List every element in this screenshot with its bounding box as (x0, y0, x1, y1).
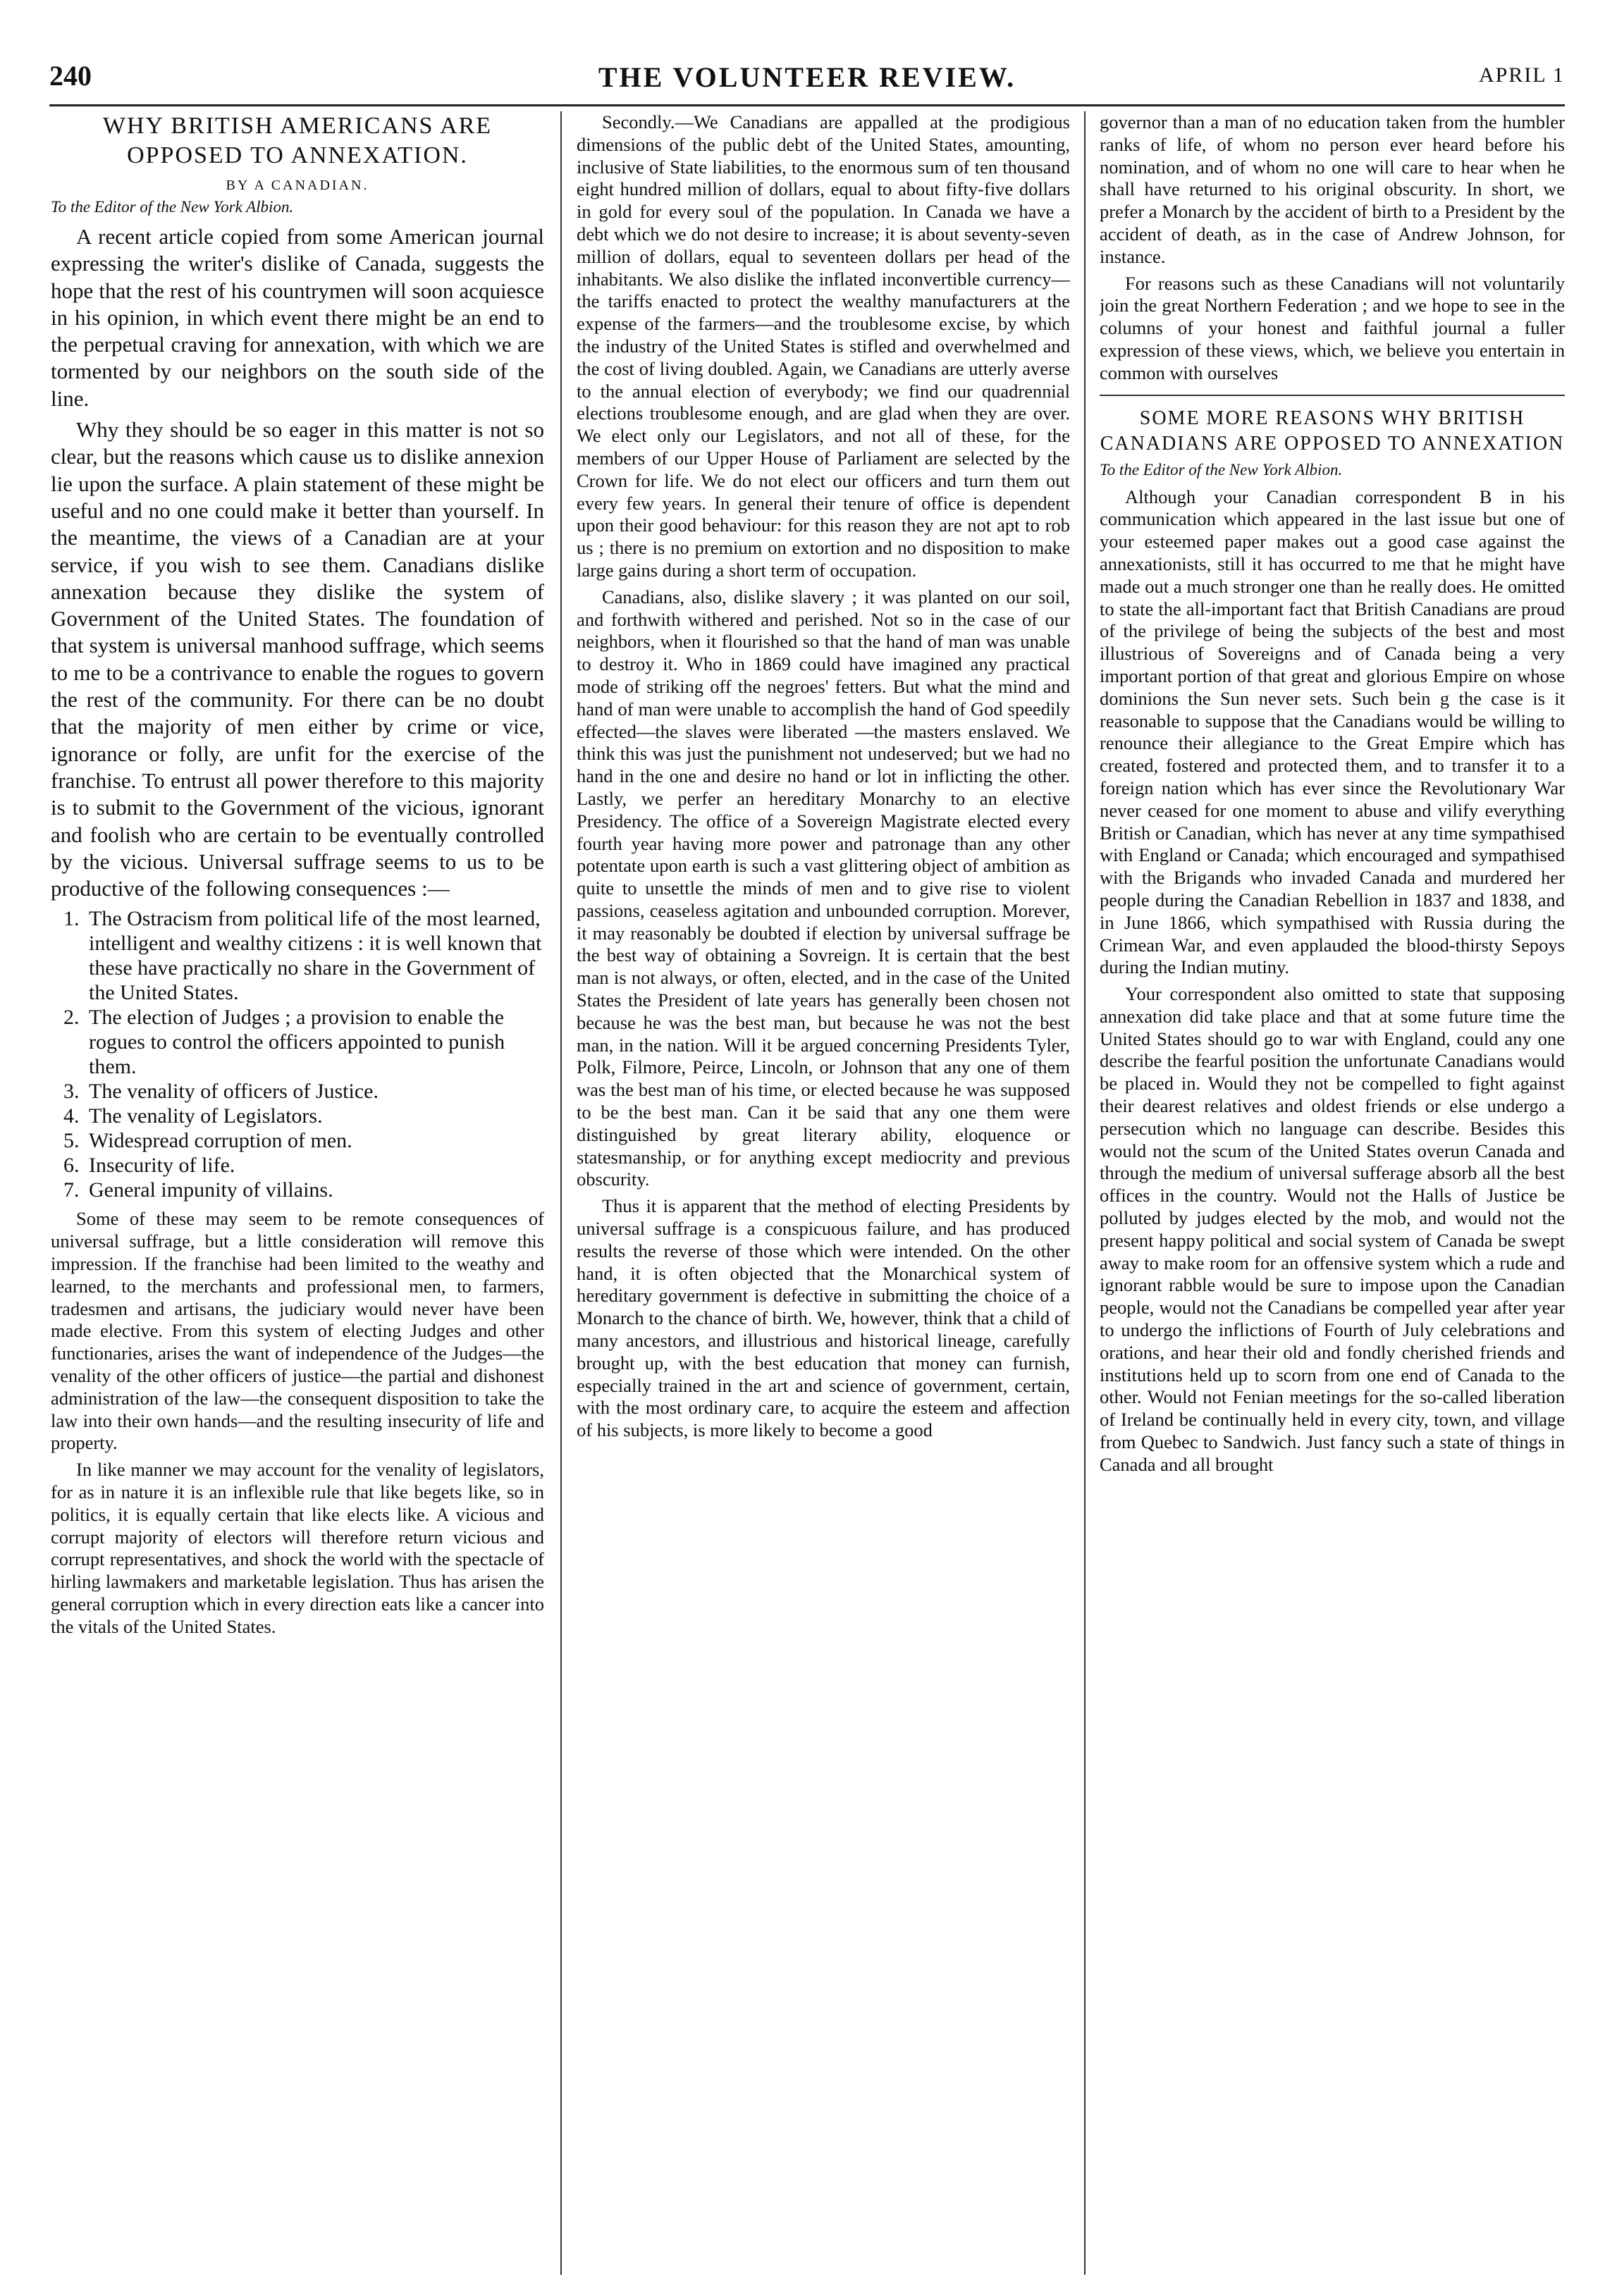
column-1 (51, 111, 544, 2275)
header-rule (49, 104, 1565, 106)
list-item: 7. General impunity of villains. (85, 1178, 544, 1202)
column-2 (577, 111, 1070, 2275)
list-item: 2. The election of Judges ; a provision to enable the rogues to control the officers appointed to punish them. (85, 1005, 544, 1079)
article-paragraph: In like manner we may account for the venality of legislators, for as in nature it is an inflexible rule that like begets like, so in politics, it is equally certain that like elects like. A vicious and corrupt majority of electors will therefore return vicious and corrupt representatives, and shock the world with the spectacle of hirling lawmakers and marketable legislation. Thus has arisen the general corruption which in every direction eats like a cancer into the vitals of the United States. (51, 1459, 544, 1637)
article-byline: BY A CANADIAN. (226, 178, 369, 193)
list-item: 4. The venality of Legislators. (85, 1104, 544, 1128)
editor-address: To the Editor of the New York Albion. (51, 198, 294, 216)
editor-address: To the Editor of the New York Albion. (1100, 460, 1343, 479)
article-paragraph: Canadians, also, dislike slavery ; it was planted on our soil, and forthwith withered and perished. Not so in the case of our neighbors, when it flourished so that the hand of man was unable to destroy it. Who in 1869 could have imagined any practical mode of striking off the negroes' fetters. But what the mind and hand of man were unable to accomplish the hand of God speedily effected—the slaves were liberated —the masters enslaved. We think this was just the punishment not undeserved; but we had no hand in the one and desire no hand or lot in inflicting the other. Lastly, we perfer an hereditary Monarchy to an elective Presidency. The office of a Sovereign Magistrate elected every fourth year having more power and patronage than any other potentate upon earth is such a vast glittering object of ambition as quite to unsettle the minds of men and to give rise to violent passions, ceaseless agitation and unbounded corruption. Morever, it may reasonably be doubted if election by universal suffrage be the best way of obtaining a Sovreign. It is certain that the best man is not always, or often, elected, and in the case of the United States the President of late years has generally been chosen not because he was the best man, but because he was not the best man, in the nation. Will it be argued concerning Presidents Tyler, Polk, Filmore, Peirce, Lincoln, or Johnson that any one of them was the best man of his time, or elected because he was supposed to be the best man. Can it be said that any one them were distinguished by great literary ability, eloquence or statesmanship, or for anything except mediocrity and previous obscurity. (577, 586, 1070, 1190)
article-title: WHY BRITISH AMERICANS ARE OPPOSED TO ANNEXATION. (102, 113, 493, 168)
article-paragraph: Although your Canadian correspondent B in his communication which appeared in the last issue but one of your esteemed paper makes out a good case against the annexationists, still it has occurred to me that he might have made out a much stronger one than he really does. He omitted to state the all-important fact that British Canadians are proud of the privilege of being the subjects of the best and most illustrious of Sovereigns and of Canada being a very important portion of that great and glorious Empire on whose dominions the Sun never sets. Such bein g the case is it reasonable to suppose that the Canadians would be willing to renounce their allegiance to the Great Empire which has created, fostered and protected them, and to transfer it to a foreign nation which has ever since the Revolutionary War never ceased for one moment to abuse and vilify everything British or Canadian, which has never at any time sympathised with England or Canada; which encouraged and sympathised with the Brigands who invaded Canada and murdered her people during the Canadian Rebellion in 1837 and 1838, and in June 1866, which sympathised with Russia during the Crimean War, and even applauded the blood-thirsty Sepoys during the Indian mutiny. (1100, 486, 1565, 978)
article-paragraph: Some of these may seem to be remote consequences of universal suffrage, but a little consideration will remove this impression. If the franchise had been limited to the weathy and learned, to the merchants and professional men, to farmers, tradesmen and artisans, the judiciary would never have been made elective. From this system of electing Judges and other functionaries, arises the want of independence of the Judges—the venality of the other officers of justice—the partial and dishonest administration of the law—the consequent disposition to take the law into their own hands—and the resulting insecurity of life and property. (51, 1208, 544, 1454)
page-header (49, 59, 1565, 103)
list-item: 5. Widespread corruption of men. (85, 1128, 544, 1153)
list-item: 1. The Ostracism from political life of the most learned, intelligent and wealthy citizens : it is well known that these have practically no share in the Government of the United States. (85, 906, 544, 1005)
article-paragraph: Thus it is apparent that the method of electing Presidents by universal suffrage is a conspicuous failure, and has produced results the reverse of those which were intended. On the other hand, it is often objected that the Monarchical system of hereditary government is defective in submitting the choice of a Monarch to the chance of birth. We, however, think that a child of many ancestors, and illustrious and historical lineage, carefully brought up, with the best education that money can furnish, especially trained in the art and science of government, certain, with the most ordinary care, to acquire the esteem and affection of his subjects, is more likely to become a good (577, 1195, 1070, 1441)
journal-title: THE VOLUNTEER REVIEW. (598, 61, 1016, 93)
page-number: 240 (49, 60, 92, 92)
issue-date: APRIL 1 (1478, 63, 1565, 87)
list-item: 3. The venality of officers of Justice. (85, 1079, 544, 1104)
article-paragraph: For reasons such as these Canadians will not voluntarily join the great Northern Federation ; and we hope to see in the columns of your honest and faithful journal a fuller expression of these views, which, we believe you entertain in common with ourselves (1100, 272, 1565, 383)
article-paragraph: Why they should be so eager in this matter is not so clear, but the reasons which cause us to dislike annexion lie upon the surface. A plain statement of these might be useful and no one could make it better than yourself. In the meantime, the views of a Canadian are at your service, if you wish to see them. Canadians dislike annexation because they dislike the system of Government of the United States. The foundation of that system is universal manhood suffrage, which seems to me to be a contrivance to enable the rogues to govern the rest of the community. For there can be no doubt that the majority of men either by crime or vice, ignorance or folly, are unfit for the exercise of the franchise. To entrust all power therefore to this majority is to submit to the Government of the vicious, ignorant and foolish who are certain to be eventually controlled by the vicious. Universal suffrage seems to us to be productive of the following consequences :— (51, 417, 544, 901)
article-paragraph: A recent article copied from some American journal expressing the writer's dislike of Canada, suggests the hope that the rest of his countrymen will soon acquiesce in his opinion, in which event there might be an end to the perpetual craving for annexation, with which we are tormented by our neighbors on the south side of the line. (51, 224, 544, 411)
article-title: SOME MORE REASONS WHY BRITISH CANADIANS ARE OPPOSED TO ANNEXATION (1100, 407, 1565, 455)
article-paragraph: Secondly.—We Canadians are appalled at the prodigious dimensions of the public debt of the United States, amounting, inclusive of State liabilities, to the enormous sum of ten thousand eight hundred million of dollars, equal to about fifty-five dollars in gold for every soul of the population. In Canada we have a debt which we do not desire to increase; it is about seventy-seven million of dollars, equal to seventeen dollars per head of the inhabitants. We also dislike the inflated inconvertible currency—the tariffs enacted to protect the wealthy manufacturers at the expense of the farmers—and the troublesome excise, by which the industry of the United States is stifled and overwhelmed and the cost of living doubled. Again, we Canadians are utterly averse to the annual election of everybody; we find our quadrennial elections troublesome enough, and are glad when they are over. We elect only our Legislators, and not all of these, for the members of our Upper House of Parliament are selected by the Crown for life. We do not elect our officers and turn them out every few years. In general their tenure of office is dependent upon their good behaviour: for this reason they are not apt to rob us ; there is no premium on extortion and no disposition to make large gains during a short term of occupation. (577, 111, 1070, 581)
article-paragraph: Your correspondent also omitted to state that supposing annexation did take place and that at some future time the United States should go to war with England, could any one describe the fearful position the unfortunate Canadians would be placed in. Would they not be compelled to fight against their dearest relatives and oldest friends or else undergo a persecution which no language can describe. Besides this would not the scum of the United States overun Canada and through the medium of universal sufferage absorb all the best offices in the country. Would not the Halls of Justice be polluted by judges elected by the mob, and would not the present happy political and social system of Canada be swept away to make room for an offensive system which a rude and ignorant rabble would be sure to impose upon the Canadian people, would not the Canadians be compelled year after year to undergo the inflictions of Fourth of July celebrations and orations, and hear their old and fondly cherished friends and institutions held up to scorn from one end of Canada to the other. Would not Fenian meetings for the so-called liberation of Ireland be continually held in every city, town, and village from Quebec to Sandwich. Just fancy such a state of things in Canada and all brought (1100, 983, 1565, 1475)
column-divider (1084, 111, 1086, 2275)
article-separator (1100, 395, 1565, 396)
consequences-list (51, 906, 544, 1202)
column-divider (560, 111, 562, 2275)
article-paragraph: governor than a man of no education taken from the humbler ranks of life, of whom no person ever heard before his nomination, and of whom no one will care to hear when he shall have returned to his original obscurity. In short, we prefer a Monarch by the accident of birth to a President by the accident of death, as in the case of Andrew Johnson, for instance. (1100, 111, 1565, 267)
list-item: 6. Insecurity of life. (85, 1153, 544, 1178)
column-3 (1100, 111, 1565, 2275)
